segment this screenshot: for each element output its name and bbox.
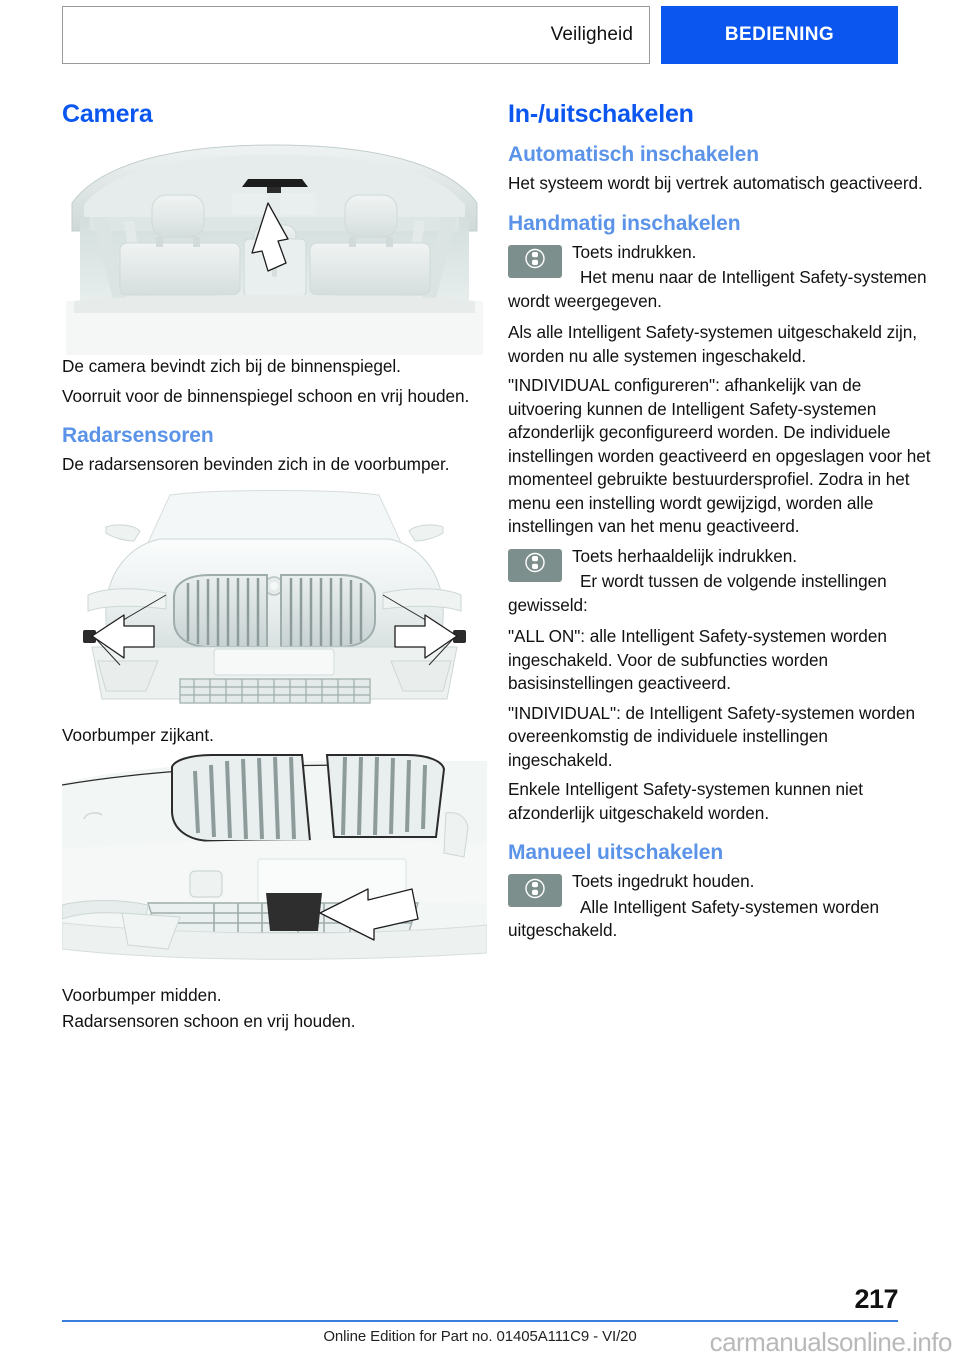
camera-location-figure	[62, 143, 487, 355]
handmatig-paragraph-5: Enkele Intelligent Safety-systemen kunnen niet afzonderlijk uitgeschakeld worden.	[508, 779, 864, 823]
handmatig-paragraph-1: Als alle Intelligent Safety-systemen uitgeschakeld zijn, worden nu alle systemen ingeschakeld.	[508, 322, 917, 366]
instruction-action-2: Toets herhaaldelijk indrukken.	[572, 545, 797, 566]
header-chapter-label: BEDIENING	[724, 24, 835, 45]
page-number: 217	[854, 1284, 898, 1314]
page-header	[62, 6, 898, 64]
automatisch-inschakelen-heading: Automatisch inschakelen	[508, 143, 759, 166]
camera-location-illustration	[62, 143, 487, 355]
front-bumper-middle-caption: Voorbumper midden.	[62, 985, 222, 1005]
intelligent-safety-button-icon[interactable]	[508, 245, 562, 278]
handmatig-paragraph-3: "ALL ON": alle Intelligent Safety-systemen worden ingeschakeld. Voor de subfuncties worden basisinstellingen geactiveerd.	[508, 626, 887, 693]
in-uitschakelen-heading: In-/uitschakelen	[508, 100, 694, 128]
header-section-box	[62, 6, 650, 64]
intelligent-safety-button-icon[interactable]	[508, 549, 562, 582]
instruction-press-button-repeatedly	[508, 545, 933, 620]
camera-paragraph-1: De camera bevindt zich bij de binnenspiegel.	[62, 356, 401, 376]
handmatig-inschakelen-heading: Handmatig inschakelen	[508, 211, 741, 235]
instruction-press-button	[508, 241, 933, 316]
instruction-action-3: Toets ingedrukt houden.	[572, 871, 755, 891]
radarsensoren-paragraph: De radarsensoren bevinden zich in de voorbumper.	[62, 454, 450, 474]
intelligent-safety-button-icon[interactable]	[508, 874, 562, 907]
header-section-label: Veiligheid	[550, 24, 633, 45]
camera-paragraph-2: Voorruit voor de binnenspiegel schoon en vrij houden.	[62, 385, 470, 406]
footer-divider	[62, 1320, 898, 1322]
instruction-hold-button	[508, 870, 933, 945]
camera-heading: Camera	[62, 100, 153, 128]
left-column	[62, 100, 487, 1039]
header-chapter-box	[661, 6, 898, 64]
site-watermark: carmanualsonline.info	[709, 1327, 952, 1357]
radarsensoren-heading: Radarsensoren	[62, 424, 214, 447]
instruction-action-1: Toets indrukken.	[572, 241, 697, 262]
radar-clean-note: Radarsensoren schoon en vrij houden.	[62, 1010, 356, 1031]
car-in-circle-icon	[524, 248, 546, 275]
instruction-result-1: Het menu naar de Intelligent Safety-systemen wordt weergegeven.	[508, 267, 927, 311]
car-in-circle-icon	[524, 877, 546, 904]
front-bumper-side-illustration	[62, 487, 487, 715]
front-bumper-middle-illustration	[62, 753, 487, 975]
car-in-circle-icon	[524, 552, 546, 579]
handmatig-paragraph-2: "INDIVIDUAL configureren": afhankelijk van de uitvoering kunnen de Intelligent Safety-systemen afzonderlijk geconfigureerd worden. De individuele instellingen worden geactiveerd en opgeslagen voor het momenteel gebruikte bestuurdersprofiel. Zodra in het menu een instelling wordt gewijzigd, worden alle instellingen van het menu geactiveerd.	[508, 375, 931, 536]
front-bumper-side-figure	[62, 487, 487, 715]
automatisch-inschakelen-paragraph: Het systeem wordt bij vertrek automatisch geactiveerd.	[508, 173, 923, 193]
right-column	[508, 100, 933, 951]
front-bumper-middle-figure	[62, 753, 487, 975]
handmatig-paragraph-4: "INDIVIDUAL": de Intelligent Safety-systemen worden overeenkomstig de individuele instellingen ingeschakeld.	[508, 702, 916, 770]
instruction-result-2: Er wordt tussen de volgende instellingen gewisseld:	[508, 571, 887, 615]
footer-edition-note: Online Edition for Part no. 01405A111C9 - VI/20	[323, 1328, 637, 1345]
front-bumper-side-caption: Voorbumper zijkant.	[62, 724, 214, 745]
instruction-result-3: Alle Intelligent Safety-systemen worden uitgeschakeld.	[508, 896, 879, 940]
manueel-uitschakelen-heading: Manueel uitschakelen	[508, 841, 724, 864]
